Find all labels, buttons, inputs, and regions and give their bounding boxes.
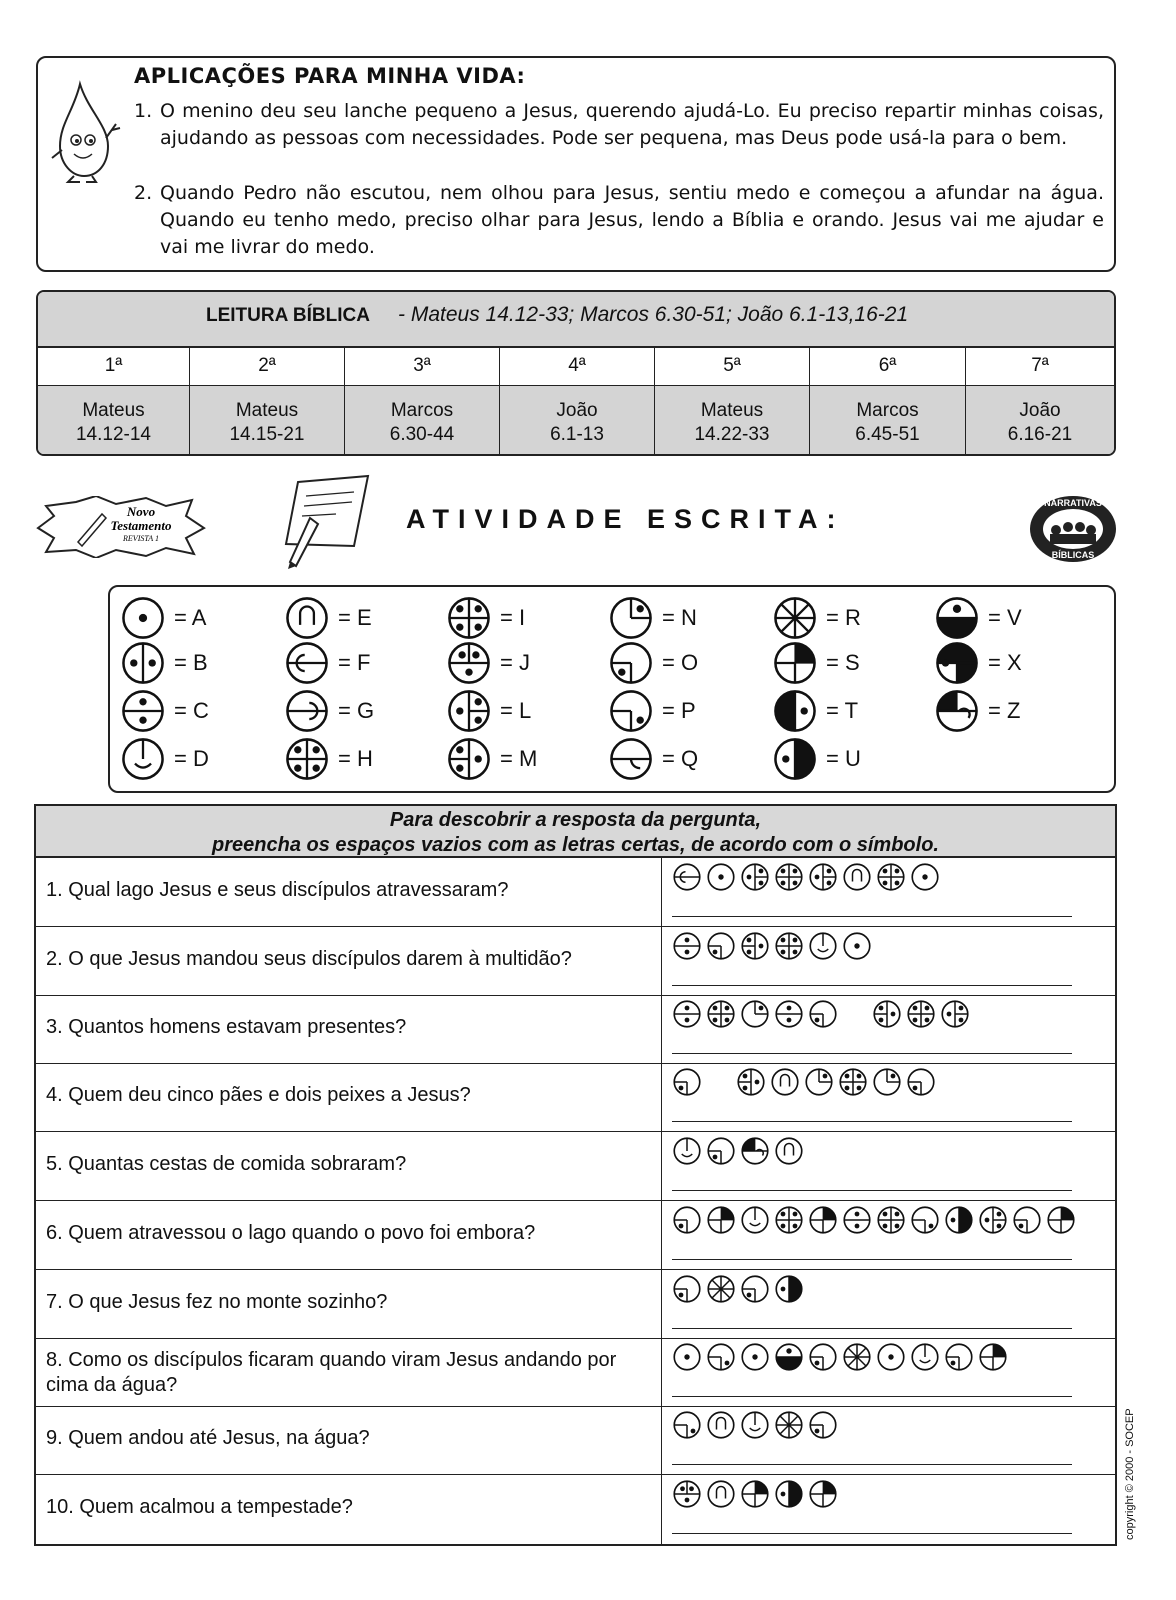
day-book: Marcos	[390, 400, 454, 421]
code-symbol-icon	[808, 862, 838, 892]
code-symbol-icon	[672, 1479, 702, 1509]
code-symbol-icon	[740, 862, 770, 892]
legend-letter: = O	[662, 650, 699, 675]
day-book: Mateus	[700, 400, 764, 421]
legend-letter: = I	[500, 605, 526, 630]
instructions-header	[36, 806, 1115, 858]
legend-key-o	[608, 640, 698, 686]
answer-line[interactable]	[672, 1328, 1072, 1329]
day-number: 2ª	[190, 346, 344, 386]
legend-key-i	[446, 595, 525, 641]
application-number: 1.	[134, 100, 153, 122]
code-symbol-icon	[706, 1479, 736, 1509]
legend-key-u	[772, 736, 861, 782]
legend-letter: = P	[662, 698, 696, 723]
code-symbol-icon	[934, 640, 980, 686]
day-book: Mateus	[82, 400, 145, 421]
legend-letter: = U	[826, 746, 861, 771]
code-symbol-icon	[978, 1342, 1008, 1372]
question-text: 3. Quantos homens estavam presentes?	[46, 1016, 407, 1038]
legend-key-d	[120, 736, 209, 782]
legend-key-q	[608, 736, 698, 782]
answer-line[interactable]	[672, 1259, 1072, 1260]
day-book: Marcos	[856, 400, 919, 421]
legend-key-s	[772, 640, 860, 686]
question-text: 4. Quem deu cinco pães e dois peixes a Jesus?	[46, 1084, 471, 1106]
code-symbol-icon	[774, 999, 804, 1029]
droplet-mascot-icon	[46, 80, 124, 184]
legend-key-p	[608, 688, 696, 734]
day-book: João	[556, 400, 598, 421]
reading-references: - Mateus 14.12-33; Marcos 6.30-51; João 6.1-13,16-21	[398, 303, 909, 326]
code-symbol-icon	[706, 931, 736, 961]
answer-cell	[661, 1270, 662, 1338]
code-symbol-icon	[876, 1205, 906, 1235]
code-symbol-icon	[842, 1342, 872, 1372]
legend-letter: = T	[826, 698, 859, 723]
legend-key-n	[608, 595, 697, 641]
legend-letter: = N	[662, 605, 697, 630]
code-symbol-icon	[772, 736, 818, 782]
question-row-3	[36, 995, 1115, 1064]
code-symbol-icon	[934, 688, 980, 734]
day-number: 4ª	[500, 346, 654, 386]
day-verses: 14.22-33	[694, 424, 770, 445]
code-symbol-icon	[672, 1410, 702, 1440]
legend-key-j	[446, 640, 530, 686]
legend-letter: = F	[338, 650, 371, 675]
day-number: 5ª	[655, 346, 809, 386]
answer-cell	[661, 995, 662, 1063]
badge-line-3: REVISTA 1	[123, 534, 159, 543]
code-symbol-icon	[672, 1205, 702, 1235]
code-symbol-icon	[910, 1342, 940, 1372]
code-symbol-icon	[120, 688, 166, 734]
novo-testamento-badge	[36, 496, 206, 558]
day-book: Mateus	[235, 400, 299, 421]
code-symbol-icon	[774, 1342, 804, 1372]
code-symbol-icon	[608, 595, 654, 641]
code-symbol-icon	[1012, 1205, 1042, 1235]
day-reference	[500, 386, 654, 456]
code-symbol-icon	[672, 1342, 702, 1372]
reading-day-2	[190, 346, 345, 456]
question-text: 6. Quem atravessou o lago quando o povo foi embora?	[46, 1222, 536, 1244]
day-reference	[345, 386, 499, 456]
answer-cell	[661, 1132, 662, 1200]
copyright: copyright © 2000 - SOCEP	[1124, 1408, 1136, 1540]
code-symbol-icon	[740, 1342, 770, 1372]
question-row-2	[36, 927, 1115, 996]
code-symbol-icon	[808, 999, 838, 1029]
question-text: 7. O que Jesus fez no monte sozinho?	[46, 1291, 388, 1313]
code-symbol-icon	[774, 862, 804, 892]
legend-letter: = G	[338, 698, 375, 723]
reading-day-4	[500, 346, 655, 456]
legend-key-a	[120, 595, 206, 641]
code-symbol-icon	[608, 736, 654, 782]
day-verses: 14.15-21	[229, 424, 305, 445]
day-number: 3ª	[345, 346, 499, 386]
legend-key-c	[120, 688, 209, 734]
legend-letter: = B	[174, 650, 208, 675]
code-symbol-icon	[906, 1067, 936, 1097]
code-symbol-icon	[706, 999, 736, 1029]
code-symbol-icon	[740, 931, 770, 961]
answer-cell	[661, 1063, 662, 1131]
code-symbol-icon	[706, 1136, 736, 1166]
reading-day-1	[38, 346, 190, 456]
code-symbol-icon	[906, 999, 936, 1029]
day-reference	[966, 386, 1114, 456]
day-reference	[38, 386, 189, 456]
code-symbol-icon	[446, 640, 492, 686]
code-symbol-icon	[872, 999, 902, 1029]
application-text: O menino deu seu lanche pequeno a Jesus, querendo ajudá-Lo. Eu preciso repartir minhas coisas, ajudando as pessoas com necessidades. Pode ser pequena, mas Deus pode usá-la para o bem.	[160, 100, 1104, 149]
code-symbol-icon	[740, 1205, 770, 1235]
day-number: 7ª	[966, 346, 1114, 386]
legend-key-b	[120, 640, 208, 686]
answer-cell	[661, 1406, 662, 1474]
code-symbol-icon	[740, 1274, 770, 1304]
question-row-5	[36, 1132, 1115, 1201]
application-item-2	[134, 180, 1104, 261]
legend-key-e	[284, 595, 372, 641]
application-item-1	[134, 98, 1104, 152]
code-symbol-icon	[706, 1410, 736, 1440]
legend-letter: = Z	[988, 698, 1021, 723]
code-symbol-icon	[740, 1479, 770, 1509]
reading-day-5	[655, 346, 810, 456]
question-table	[34, 804, 1117, 1546]
reading-day-7	[966, 346, 1114, 456]
badge-line-2: Testamento	[110, 518, 172, 533]
day-book: João	[1019, 400, 1061, 421]
code-symbol-icon	[934, 595, 980, 641]
code-symbol-icon	[608, 688, 654, 734]
day-verses: 6.30-44	[389, 424, 455, 445]
code-symbol-icon	[672, 862, 702, 892]
code-symbol-icon	[706, 1274, 736, 1304]
code-symbol-icon	[808, 1479, 838, 1509]
answer-line[interactable]	[672, 916, 1072, 917]
badge-line-1: Novo	[126, 504, 156, 519]
question-text: 10. Quem acalmou a tempestade?	[46, 1496, 353, 1518]
code-symbol-icon	[842, 1205, 872, 1235]
legend-letter: = A	[174, 605, 207, 630]
question-row-4	[36, 1063, 1115, 1132]
code-symbol-icon	[774, 1136, 804, 1166]
code-symbol-icon	[284, 595, 330, 641]
code-symbol-icon	[284, 736, 330, 782]
code-symbol-icon	[910, 862, 940, 892]
question-text: 2. O que Jesus mandou seus discípulos darem à multidão?	[46, 948, 572, 970]
legend-key-z	[934, 688, 1020, 734]
code-symbol-icon	[740, 1136, 770, 1166]
answer-line[interactable]	[672, 1464, 1072, 1465]
code-symbol-icon	[772, 595, 818, 641]
code-symbol-icon	[672, 931, 702, 961]
day-number: 1ª	[38, 346, 189, 386]
application-number: 2.	[134, 182, 153, 204]
logo-bottom-text: BÍBLICAS	[1051, 550, 1095, 560]
code-symbol-icon	[876, 862, 906, 892]
code-symbol-icon	[772, 688, 818, 734]
legend-letter: = S	[826, 650, 860, 675]
code-symbol-icon	[736, 1067, 766, 1097]
question-row-6	[36, 1201, 1115, 1270]
question-row-10	[36, 1475, 1115, 1544]
reading-day-6	[810, 346, 966, 456]
code-symbol-icon	[284, 640, 330, 686]
question-row-1	[36, 858, 1115, 927]
legend-letter: = E	[338, 605, 372, 630]
instructions-line-1: Para descobrir a resposta da pergunta,	[389, 809, 762, 831]
code-symbol-icon	[120, 640, 166, 686]
code-symbol-icon	[672, 1136, 702, 1166]
day-verses: 6.1-13	[550, 424, 604, 445]
answer-cell	[661, 1475, 662, 1544]
code-symbol-icon	[774, 1205, 804, 1235]
legend-key-g	[284, 688, 374, 734]
code-symbol-icon	[672, 1067, 702, 1097]
applications-title: APLICAÇÕES PARA MINHA VIDA:	[134, 64, 526, 88]
code-symbol-icon	[672, 1274, 702, 1304]
code-symbol-icon	[446, 736, 492, 782]
reading-plan-table	[36, 290, 1116, 456]
question-row-8	[36, 1338, 1115, 1407]
answer-line[interactable]	[672, 1121, 1072, 1122]
code-symbol-icon	[944, 1342, 974, 1372]
paper-and-pencil-icon	[276, 474, 376, 570]
code-symbol-icon	[774, 1410, 804, 1440]
legend-letter: = Q	[662, 746, 699, 771]
answer-line[interactable]	[672, 1396, 1072, 1397]
question-text: 9. Quem andou até Jesus, na água?	[46, 1427, 370, 1449]
legend-letter: = V	[988, 605, 1022, 630]
answer-cell	[661, 1338, 662, 1406]
day-verses: 6.16-21	[1007, 424, 1073, 445]
code-symbol-icon	[910, 1205, 940, 1235]
code-symbol-icon	[120, 736, 166, 782]
code-symbol-icon	[740, 1410, 770, 1440]
day-reference	[810, 386, 965, 456]
answer-cell	[661, 1201, 662, 1269]
legend-key-v	[934, 595, 1022, 641]
day-number: 6ª	[810, 346, 965, 386]
activity-title: ATIVIDADE ESCRITA:	[406, 504, 845, 534]
code-symbol-icon	[772, 640, 818, 686]
day-reference	[655, 386, 809, 456]
day-verses: 6.45-51	[855, 424, 920, 445]
code-symbol-icon	[808, 1410, 838, 1440]
legend-key-f	[284, 640, 370, 686]
answer-line[interactable]	[672, 1053, 1072, 1054]
answer-line[interactable]	[672, 1533, 1072, 1534]
answer-line[interactable]	[672, 985, 1072, 986]
code-symbol-icon	[804, 1067, 834, 1097]
code-symbol-icon	[838, 1067, 868, 1097]
logo-top-text: NARRATIVAS	[1044, 498, 1102, 508]
code-symbol-icon	[842, 862, 872, 892]
legend-key-h	[284, 736, 373, 782]
legend-key-m	[446, 736, 537, 782]
code-symbol-icon	[774, 1479, 804, 1509]
code-symbol-icon	[978, 1205, 1008, 1235]
code-symbol-icon	[944, 1205, 974, 1235]
code-symbol-icon	[120, 595, 166, 641]
code-symbol-icon	[842, 931, 872, 961]
application-text: Quando Pedro não escutou, nem olhou para Jesus, sentiu medo e começou a afundar na água. Quando eu tenho medo, preciso olhar para Jesus, lendo a Bíblia e orando. Jesus vai me ajudar e vai me livrar do medo.	[160, 182, 1104, 258]
code-symbol-icon	[774, 931, 804, 961]
reading-day-3	[345, 346, 500, 456]
reading-header	[38, 292, 1114, 348]
day-verses: 14.12-14	[75, 424, 151, 445]
code-symbol-icon	[706, 1342, 736, 1372]
instructions-line-2: preencha os espaços vazios com as letras certas, de acordo com o símbolo.	[212, 834, 939, 856]
legend-letter: = H	[338, 746, 373, 771]
legend-letter: = L	[500, 698, 532, 723]
reading-label: LEITURA BÍBLICA	[206, 305, 370, 326]
answer-cell	[661, 927, 662, 995]
legend-letter: = D	[174, 746, 209, 771]
code-symbol-icon	[770, 1067, 800, 1097]
legend-letter: = X	[988, 650, 1022, 675]
question-row-7	[36, 1270, 1115, 1339]
code-symbol-icon	[808, 931, 838, 961]
code-symbol-icon	[672, 999, 702, 1029]
narrativas-biblicas-logo	[1028, 494, 1118, 564]
legend-letter: = J	[500, 650, 530, 675]
answer-line[interactable]	[672, 1190, 1072, 1191]
legend-letter: = R	[826, 605, 861, 630]
question-text: 5. Quantas cestas de comida sobraram?	[46, 1153, 407, 1175]
legend-key-x	[934, 640, 1022, 686]
code-symbol-icon	[876, 1342, 906, 1372]
legend-letter: = M	[500, 746, 538, 771]
question-text: 1. Qual lago Jesus e seus discípulos atravessaram?	[46, 879, 509, 901]
question-text: 8. Como os discípulos ficaram quando viram Jesus andando por cima da água?	[46, 1349, 617, 1396]
code-symbol-icon	[446, 688, 492, 734]
legend-letter: = C	[174, 698, 209, 723]
code-symbol-icon	[740, 999, 770, 1029]
code-symbol-icon	[284, 688, 330, 734]
code-symbol-icon	[774, 1274, 804, 1304]
code-symbol-icon	[808, 1205, 838, 1235]
answer-cell	[661, 858, 662, 926]
code-symbol-icon	[872, 1067, 902, 1097]
question-row-9	[36, 1406, 1115, 1475]
code-symbol-icon	[706, 1205, 736, 1235]
legend-key-t	[772, 688, 858, 734]
legend-key-r	[772, 595, 861, 641]
code-symbol-icon	[808, 1342, 838, 1372]
day-reference	[190, 386, 344, 456]
code-symbol-icon	[1046, 1205, 1076, 1235]
legend-key-l	[446, 688, 531, 734]
code-symbol-icon	[608, 640, 654, 686]
code-symbol-icon	[706, 862, 736, 892]
code-symbol-icon	[446, 595, 492, 641]
code-symbol-icon	[940, 999, 970, 1029]
